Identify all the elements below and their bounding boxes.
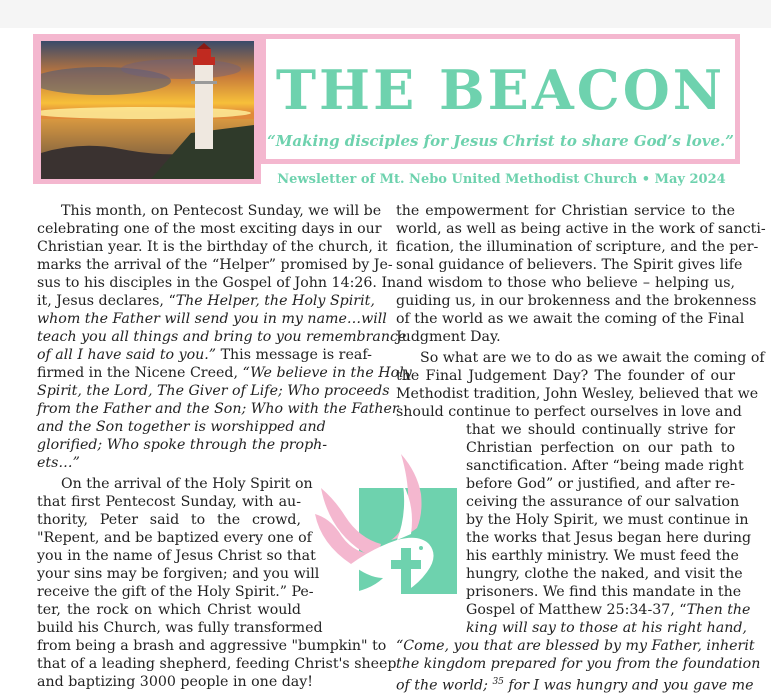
col1-line: you in the name of Jesus Christ so that — [37, 548, 316, 564]
text-run: Gospel of Matthew 25:34-37, “ — [466, 602, 687, 618]
col1-line: marks the arrival of the “Helper” promised by Je- — [37, 257, 393, 273]
dove-cross-logo — [311, 444, 461, 612]
newsletter-subline: Newsletter of Mt. Nebo United Methodist Church • May 2024 — [277, 172, 726, 187]
col2-line: hungry, clothe the naked, and visit the — [466, 566, 743, 582]
newsletter-title: THE BEACON — [275, 58, 726, 122]
col2-line: So what are we to do as we await the coming of — [420, 350, 765, 366]
col1-line: ter, the rock on which Christ would — [37, 602, 301, 618]
col1-line: Christian year. It is the birthday of the church, it — [37, 239, 388, 255]
col1-line: teach you all things and bring to you remembrance — [37, 329, 407, 345]
quote-run: The Helper, the Holy Spirit, — [175, 293, 375, 309]
col2-line: before God” or justified, and after re- — [466, 476, 735, 492]
col1-line: This month, on Pentecost Sunday, we will be — [61, 203, 382, 219]
col1-line: build his Church, was fully transformed — [37, 620, 323, 636]
col2-line — [396, 673, 754, 695]
top-bar — [0, 0, 771, 28]
quote-run: Then the — [686, 602, 751, 618]
quote-run: for I was hungry and you gave me — [503, 677, 754, 694]
col1-line: "Repent, and be baptized every one of — [37, 530, 312, 546]
verse-number: 35 — [492, 677, 504, 687]
col2-line: the kingdom prepared for you from the foundation — [396, 656, 761, 672]
quote-run: “We believe in the Holy — [242, 365, 412, 381]
col1-line: that of a leading shepherd, feeding Christ's sheep — [37, 656, 397, 672]
col2-line: world, as well as being active in the work of sancti- — [396, 221, 766, 237]
col2-line: the works that Jesus began here during — [466, 530, 752, 546]
col1-line: receive the gift of the Holy Spirit.” Pe- — [37, 584, 314, 600]
quote-run: of the world; — [396, 677, 493, 694]
col1-line — [37, 346, 372, 364]
col2-line: his earthly ministry. We must feed the — [466, 548, 739, 564]
col2-line: by the Holy Spirit, we must continue in — [466, 512, 749, 528]
lighthouse-photo — [41, 41, 254, 179]
col1-line: that first Pentecost Sunday, with au- — [37, 494, 301, 510]
col1-line: celebrating one of the most exciting days in our — [37, 221, 382, 237]
col2-line: Judgment Day. — [396, 329, 501, 345]
col1-line: your sins may be forgiven; and you will — [37, 566, 320, 582]
col2-line: and wisdom to those who believe – helping us, — [396, 275, 735, 291]
col2-line: the empowerment for Christian service to the — [396, 203, 735, 219]
col1-line: from the Father and the Son; Who with the Father — [37, 401, 399, 417]
text-run: firmed in the Nicene Creed, — [37, 365, 243, 381]
col2-line: Methodist tradition, John Wesley, believed that we — [396, 386, 759, 402]
col2-line — [466, 601, 750, 619]
col2-line: prisoners. We find this mandate in the — [466, 584, 742, 600]
col2-line: ceiving the assurance of our salvation — [466, 494, 740, 510]
col1-line — [37, 364, 412, 382]
quote-run: of all I have said to you.” — [37, 347, 217, 363]
col2-line: sonal guidance of believers. The Spirit gives life — [396, 257, 743, 273]
col1-line: glorified; Who spoke through the proph- — [37, 437, 328, 453]
col2-line: the Final Judgement Day? The founder of our — [396, 368, 735, 384]
col2-line: guiding us, in our brokenness and the brokenness — [396, 293, 757, 309]
col2-line: Christian perfection on our path to — [466, 440, 735, 456]
col2-line: that we should continually strive for — [466, 422, 735, 438]
text-run: This message is reaf- — [216, 347, 372, 363]
col2-line: of the world as we await the coming of the Final — [396, 311, 745, 327]
tagline: “Making disciples for Jesus Christ to share God’s love.” — [267, 132, 734, 150]
col2-line: sanctification. After “being made right — [466, 458, 744, 474]
col1-line: thority, Peter said to the crowd, — [37, 512, 301, 528]
text-run: it, Jesus declares, “ — [37, 293, 176, 309]
masthead-box — [261, 34, 740, 164]
col1-line: On the arrival of the Holy Spirit on — [61, 476, 313, 492]
col1-line: from being a brash and aggressive "bumpkin" to — [37, 638, 387, 654]
col2-line: fication, the illumination of scripture, and the per- — [396, 239, 759, 255]
col1-line: whom the Father will send you in my name…will — [37, 311, 387, 327]
col2-line: should continue to perfect ourselves in love and — [396, 404, 742, 420]
col2-line: king will say to those at his right hand, — [466, 620, 747, 636]
col1-line: ets…” — [37, 455, 80, 471]
col1-line: and baptizing 3000 people in one day! — [37, 674, 313, 690]
col1-line: and the Son together is worshipped and — [37, 419, 326, 435]
col1-line — [37, 292, 375, 310]
col2-line: “Come, you that are blessed by my Father, inherit — [396, 638, 755, 654]
col1-line: Spirit, the Lord, The Giver of Life; Who proceeds — [37, 383, 390, 399]
col1-line: sus to his disciples in the Gospel of John 14:26. In — [37, 275, 397, 291]
